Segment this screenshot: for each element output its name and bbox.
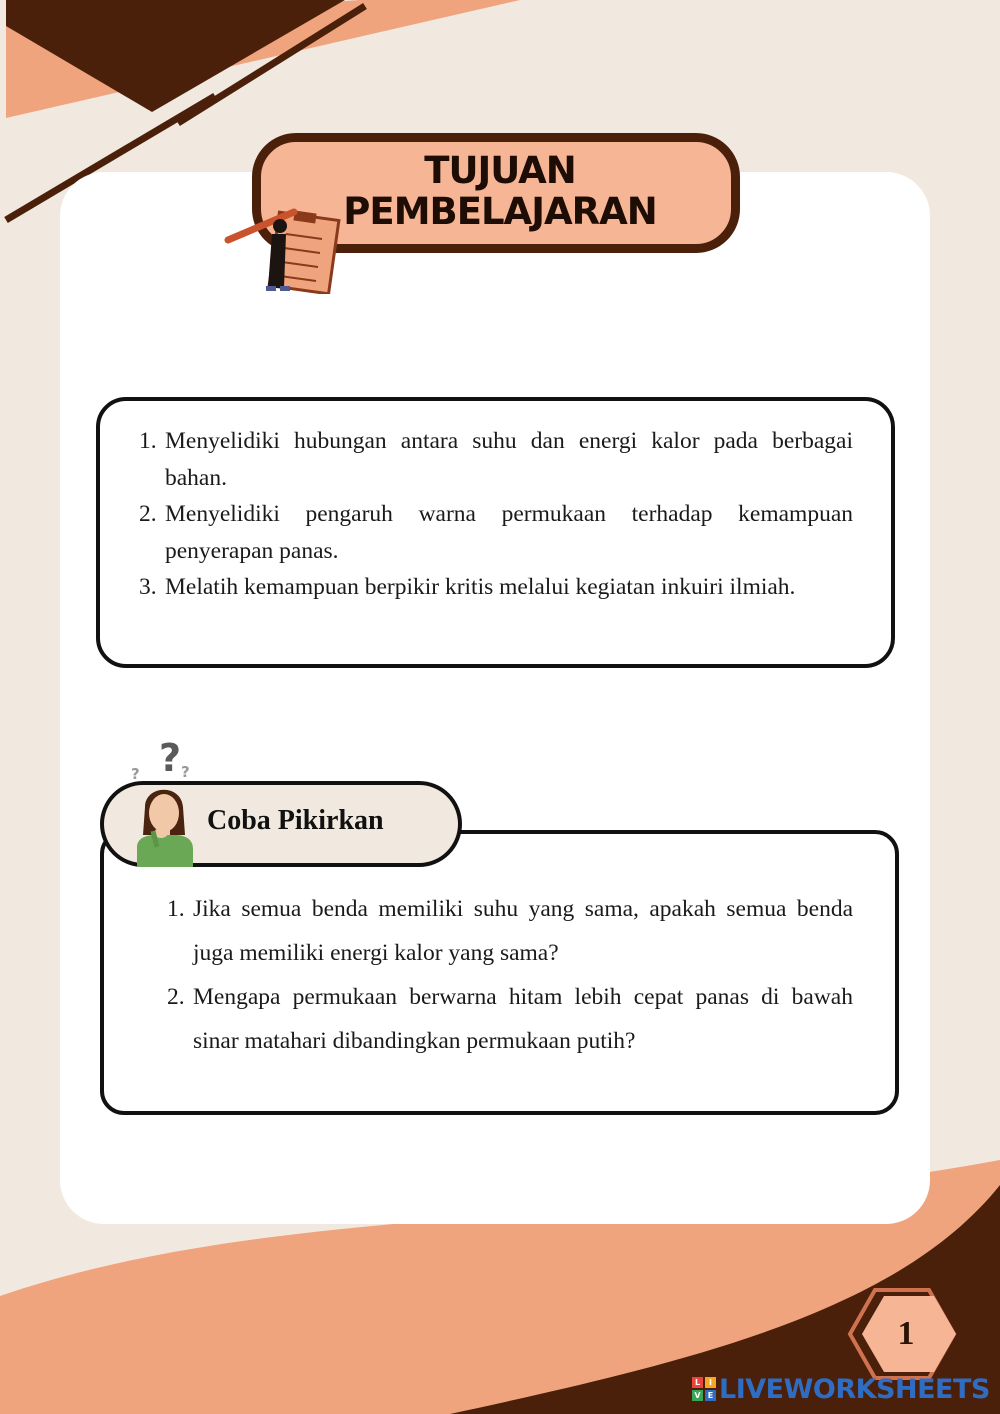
list-item [139,569,853,606]
list-number: 2. [167,984,185,1010]
list-number: 2. [139,501,157,527]
liveworksheets-icon [692,1377,716,1401]
logo-letter: V [692,1390,703,1401]
list-item [167,887,853,975]
svg-text:?: ? [159,736,182,780]
logo-letter: E [705,1390,716,1401]
list-item-text: Jika semua benda memiliki suhu yang sama, apakah semua benda juga memiliki energi kalor yang sama? [193,896,853,966]
list-number: 1. [139,428,157,454]
list-item [139,423,853,496]
list-number: 3. [139,574,157,600]
page-number: 1 [897,1315,915,1352]
list-item-text: Menyelidiki pengaruh warna permukaan terhadap kemampuan penyerapan panas. [165,501,853,564]
logo-letter: L [692,1377,703,1388]
svg-text:?: ? [181,763,190,781]
list-item-text: Menyelidiki hubungan antara suhu dan energi kalor pada berbagai bahan. [165,428,853,491]
liveworksheets-logo[interactable] [692,1373,990,1405]
person-with-pencil-and-checklist-icon [222,204,342,294]
list-item [167,975,853,1063]
list-item-text: Melatih kemampuan berpikir kritis melalui kegiatan inkuiri ilmiah. [165,574,796,600]
watermark-text: LIVEWORKSHEETS [719,1373,990,1405]
page-title [330,150,670,232]
title-line-2: PEMBELAJARAN [343,190,657,233]
think-list [167,887,853,1063]
title-line-1: TUJUAN [424,149,576,192]
objectives-list [139,423,853,606]
list-item [139,496,853,569]
svg-text:?: ? [131,765,140,783]
list-number: 1. [167,896,185,922]
list-item-text: Mengapa permukaan berwarna hitam lebih cepat panas di bawah sinar matahari dibandingkan permukaan putih? [193,984,853,1054]
think-title: Coba Pikirkan [207,805,384,836]
thinking-woman-icon [125,735,205,867]
logo-letter: I [705,1377,716,1388]
